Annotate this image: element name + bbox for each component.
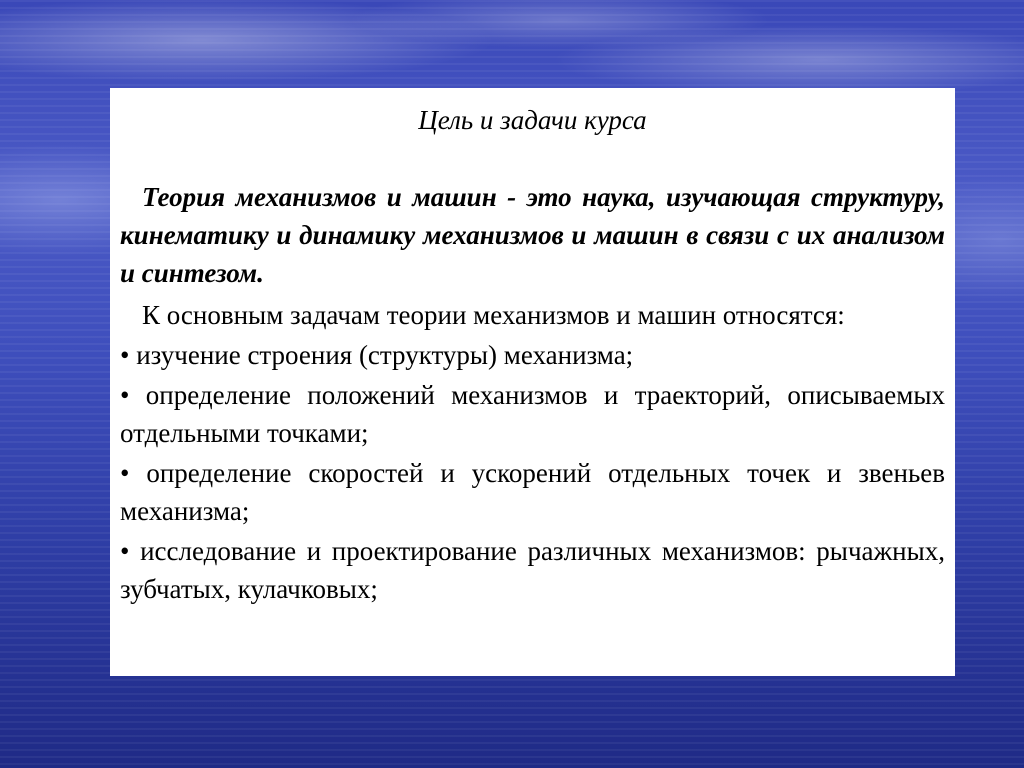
bullet-marker: • [120,380,130,410]
content-panel [110,88,955,676]
slide-title: Цель и задачи курса [418,105,647,135]
task-bullet-text: определение положений механизмов и траекторий, описываемых отдельными точками; [120,380,946,448]
task-bullet-2 [120,376,945,452]
definition-paragraph: Теория механизмов и машин - это наука, изучающая структуру, кинематику и динамику механизмов и машин в связи с их анализом и синтезом. [120,182,945,288]
task-bullet-3 [120,454,945,530]
bullet-marker: • [120,458,130,488]
task-bullet-4 [120,532,945,608]
task-bullet-text: определение скоростей и ускорений отдельных точек и звеньев механизма; [120,458,945,526]
bullet-marker: • [120,340,130,370]
task-bullet-text: изучение строения (структуры) механизма; [136,340,634,370]
task-bullet-text: исследование и проектирование различных механизмов: рычажных, зубчатых, кулачковых; [120,536,945,604]
task-bullet-1 [120,336,945,374]
tasks-intro-paragraph: К основным задачам теории механизмов и машин относятся: [142,300,845,330]
bullet-marker: • [120,536,130,566]
